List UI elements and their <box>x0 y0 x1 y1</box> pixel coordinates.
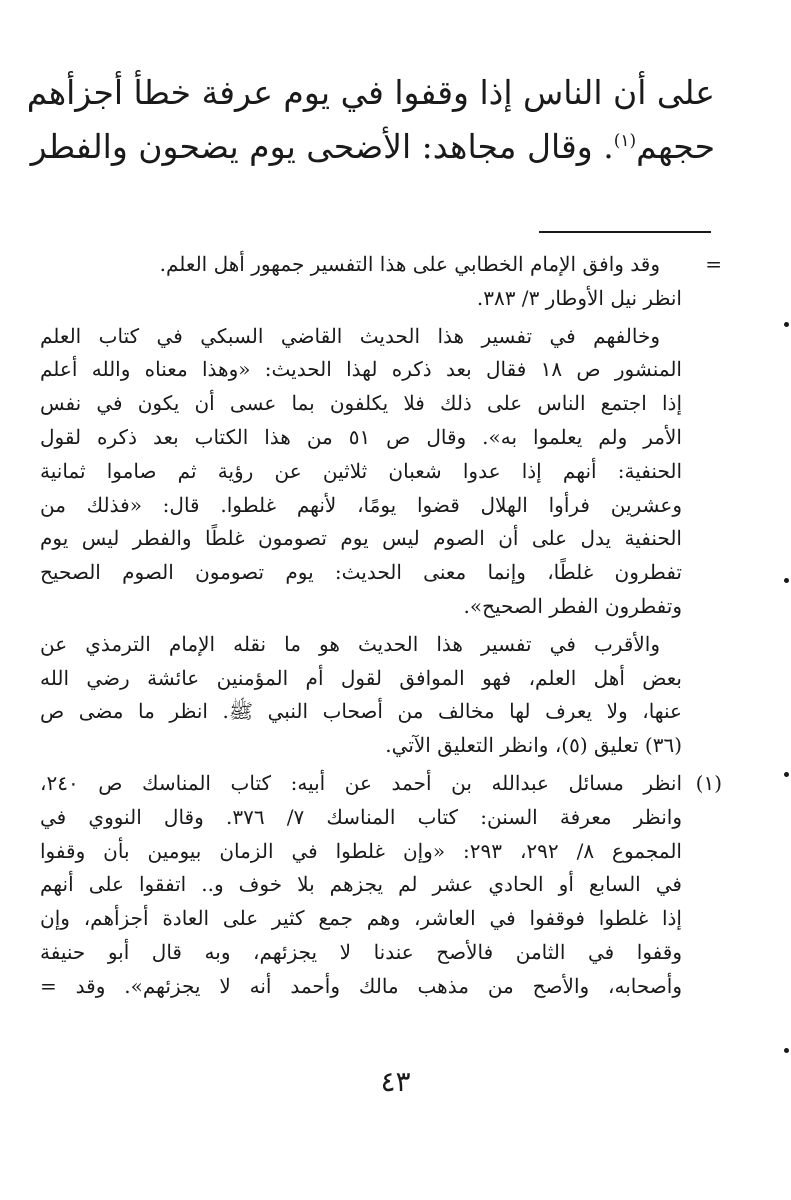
footnote-line: الأمر ولم يعلموا به». وقال ص ٥١ من هذا الكتاب بعد ذكره لقول <box>40 424 682 449</box>
main-line-2-rest: . وقال مجاهد: الأضحى يوم يضحون والفطر <box>30 127 614 166</box>
footnote-line: المجموع ٨/ ٢٩٢، ٢٩٣: «وإن غلطوا في الزمان بيومين بأن وقفوا <box>40 838 682 863</box>
footnotes <box>40 248 722 1004</box>
main-line-2 <box>30 120 715 174</box>
footnote-line: وأصحابه، والأصح من مذهب مالك وأحمد أنه لا يجزئهم». وقد = <box>40 973 682 998</box>
footnote-line: وانظر معرفة السنن: كتاب المناسك ٧/ ٣٧٦. وقال النووي في <box>40 804 682 829</box>
scan-edge-dot <box>784 322 789 327</box>
footnote-1 <box>40 767 722 1004</box>
footnote-continuation <box>40 248 722 763</box>
footnote-separator <box>539 231 711 233</box>
footnote-line: وعشرين فرأوا الهلال قضوا يومًا، لأنهم غلطوا. قال: «فذلك من <box>40 492 682 517</box>
main-line-2-start: حجهم <box>636 127 715 166</box>
footnote-line: انظر مسائل عبدالله بن أحمد عن أبيه: كتاب المناسك ص ٢٤٠، <box>40 770 682 795</box>
footnote-line: إذا غلطوا فوقفوا في العاشر، وهم جمع كثير على العادة أجزأهم، وإن <box>40 906 682 931</box>
footnote-line: الحنفية: أنهم إذا عدوا شعبان ثلاثين عن رؤية ثم صاموا ثمانية <box>40 458 683 483</box>
footnote-line: تفطرون غلطًا، وإنما معنى الحديث: يوم تصومون الصوم الصحيح <box>40 560 682 585</box>
scan-edge-dot <box>784 578 789 583</box>
footnote-paragraph <box>40 320 682 624</box>
scan-edge-dot <box>784 772 789 777</box>
continuation-marker: = <box>705 252 722 276</box>
footnote-line: (٣٦) تعليق (٥)، وانظر التعليق الآتي. <box>385 733 682 758</box>
footnote-reference-1[interactable]: (١) <box>613 131 637 151</box>
footnote-line: عنها، ولا يعرف لها مخالف من أصحاب النبي ﷺ. انظر ما مضى ص <box>40 699 682 724</box>
footnote-paragraph <box>40 628 682 763</box>
footnote-line: وقد وافق الإمام الخطابي على هذا التفسير جمهور أهل العلم. <box>159 252 660 276</box>
page-number: ٤٣ <box>380 1065 411 1098</box>
footnote-line: وقفوا في الثامن فالأصح عندنا لا يجزئهم، وبه قال أبو حنيفة <box>40 939 683 964</box>
footnote-line: والأقرب في تفسير هذا الحديث هو ما نقله الإمام الترمذي عن <box>40 631 660 656</box>
main-text <box>26 66 715 174</box>
footnote-1-marker: (١) <box>695 770 722 795</box>
footnote-paragraph <box>40 767 682 1004</box>
footnote-line: وخالفهم في تفسير هذا الحديث القاضي السبكي في كتاب العلم <box>40 323 660 348</box>
footnote-line: انظر نيل الأوطار ٣/ ٣٨٣. <box>476 285 682 310</box>
footnote-line: في السابع أو الحادي عشر لم يجزهم بلا خوف و.. اتفقوا على أنهم <box>40 872 682 897</box>
footnote-line: وتفطرون الفطر الصحيح». <box>463 593 682 618</box>
main-line-1: على أن الناس إذا وقفوا في يوم عرفة خطأ أجزأهم <box>26 73 715 112</box>
footnote-line: بعض أهل العلم، فهو الموافق لقول أم المؤمنين عائشة رضي الله <box>40 665 682 690</box>
footnote-line: الحنفية يدل على أن الصوم ليس يوم تصومون غلطًا والفطر ليس يوم <box>40 526 682 551</box>
footnote-line: إذا اجتمع الناس على ذلك فلا يكلفون بما عسى أن يكون في نفس <box>40 391 682 416</box>
scan-edge-dot <box>784 1048 789 1053</box>
footnote-paragraph <box>40 248 682 316</box>
footnote-line: المنشور ص ١٨ فقال بعد ذكره لهذا الحديث: «وهذا معناه والله أعلم <box>40 357 682 382</box>
